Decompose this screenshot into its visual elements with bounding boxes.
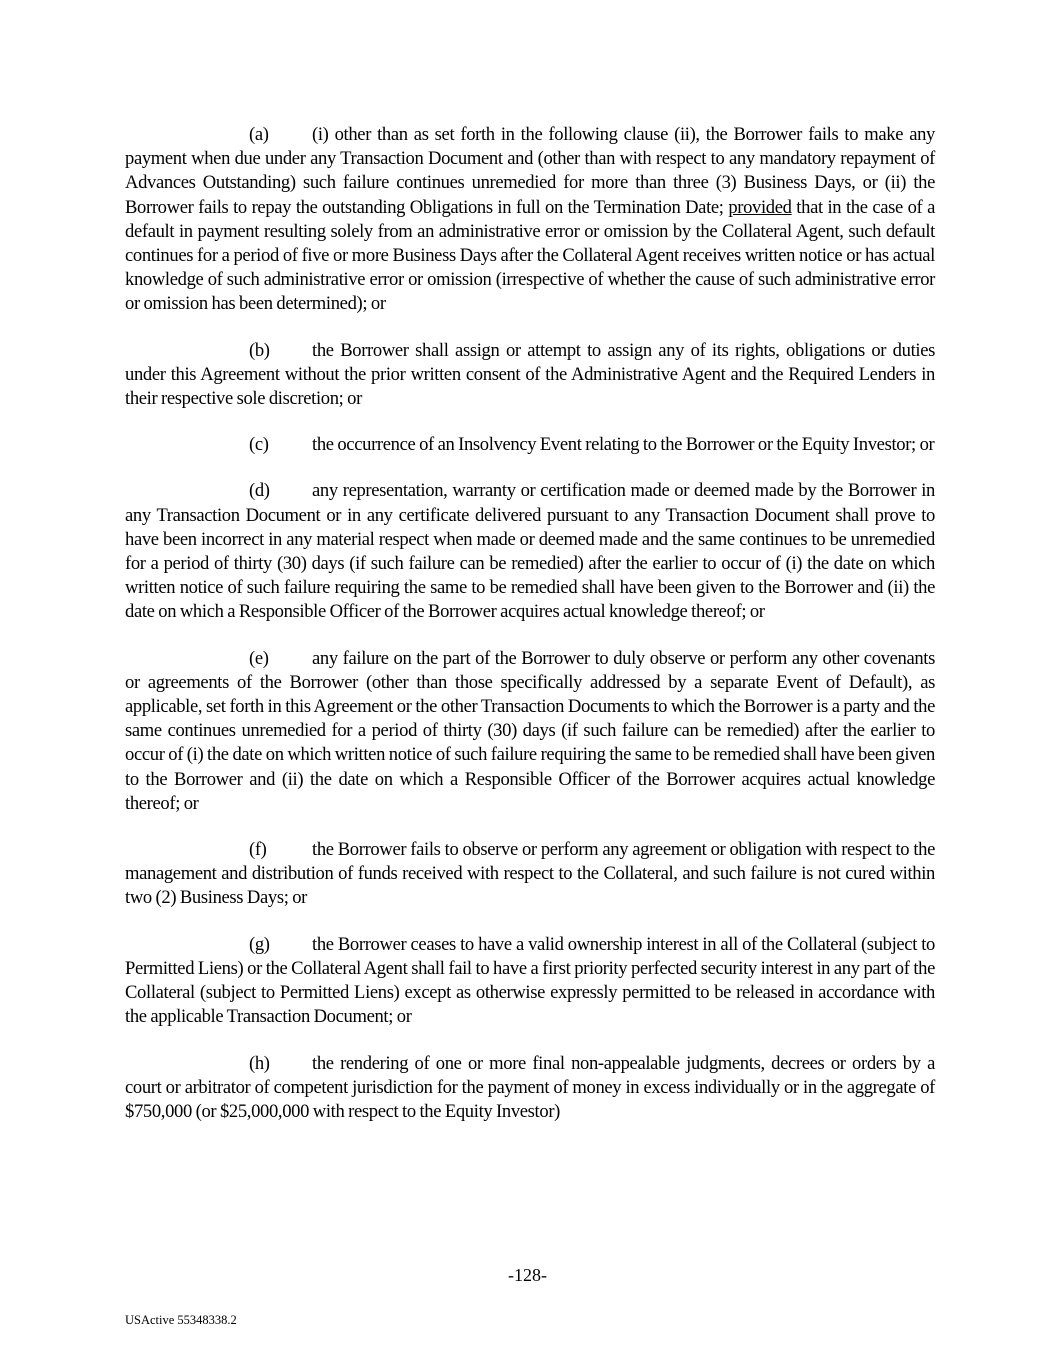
clause-h [125, 1052, 935, 1125]
clause-marker: (c) [249, 434, 269, 456]
clause-text: any representation, warranty or certification made or deemed made by the Borrower in any Transaction Document or in any certificate delivered pursuant to any Transaction Document shall prove to have been incorrect in any material respect when made or deemed made and the same continues to be unremedied for a period of thirty (30) days (if such failure can be remedied) after the earlier to occur of (i) the date on which written notice of such failure requiring the same to be remedied shall have been given to the Borrower and (ii) the date on which a Responsible Officer of the Borrower acquires actual knowledge thereof; or [125, 480, 935, 623]
clause-text-continued: that in the case of a default in payment resulting solely from an administrative error or omission by the Collateral Agent, such default continues for a period of five or more Business Days after the Collateral Agent receives written notice or has actual knowledge of such administrative error or omission (irrespective of whether the cause of such administrative error or omission has been determined); or [125, 196, 936, 315]
clause-text: the Borrower shall assign or attempt to assign any of its rights, obligations or duties under this Agreement without the prior written consent of the Administrative Agent and the Required Lenders in their respective sole discretion; or [125, 339, 935, 410]
clause-marker: (e) [249, 647, 269, 669]
clause-marker: (a) [249, 124, 269, 145]
clause-b [125, 339, 935, 412]
document-body [125, 123, 935, 1146]
clause-c [125, 433, 935, 457]
clause-marker: (d) [249, 480, 270, 502]
clause-f [125, 838, 935, 911]
clause-text: any failure on the part of the Borrower to duly observe or perform any other covenants or agreements of the Borrower (other than those specifically addressed by a separate Event of Default), as applicable, set forth in this Agreement or the other Transaction Documents to which the Borrower is a party and the same continues unremedied for a period of thirty (30) days (if such failure can be remedied) after the earlier to occur of (i) the date on which written notice of such failure requiring the same to be remedied shall have been given to the Borrower and (ii) the date on which a Responsible Officer of the Borrower acquires actual knowledge thereof; or [125, 647, 935, 814]
clause-text: the occurrence of an Insolvency Event relating to the Borrower or the Equity Investor; or [312, 434, 935, 456]
document-id: USActive 55348338.2 [125, 1313, 237, 1327]
clause-text: (i) other than as set forth in the following clause (ii), the Borrower fails to make any payment when due under any Transaction Document and (other than with respect to any mandatory repayment of Advances Outstanding) such failure continues unremedied for more than three (3) Business Days, or (ii) the Borrower fails to repay the outstanding Obligations in full on the Termination Date; [125, 124, 935, 218]
page-number: -128- [508, 1265, 547, 1285]
clause-marker: (f) [249, 839, 267, 861]
clause-text: the rendering of one or more final non-appealable judgments, decrees or orders by a court or arbitrator of competent jurisdiction for the payment of money in excess individually or in the aggregate of $750,000 (or $25,000,000 with respect to the Equity Investor) [125, 1052, 935, 1122]
clause-marker: (b) [249, 339, 270, 361]
clause-marker: (h) [249, 1052, 270, 1074]
clause-e [125, 647, 935, 816]
clause-text: the Borrower fails to observe or perform any agreement or obligation with respect to the management and distribution of funds received with respect to the Collateral, and such failure is not cured within two (2) Business Days; or [125, 839, 935, 909]
clause-text: the Borrower ceases to have a valid ownership interest in all of the Collateral (subject to Permitted Liens) or the Collateral Agent shall fail to have a first priority perfected security interest in any part of the Collateral (subject to Permitted Liens) except as otherwise expressly permitted to be released in accordance with the applicable Transaction Document; or [125, 933, 935, 1028]
clause-marker: (g) [249, 933, 270, 955]
provided-underlined: provided [728, 196, 792, 218]
clause-a [125, 123, 935, 317]
clause-d [125, 479, 935, 624]
clause-g [125, 933, 935, 1030]
